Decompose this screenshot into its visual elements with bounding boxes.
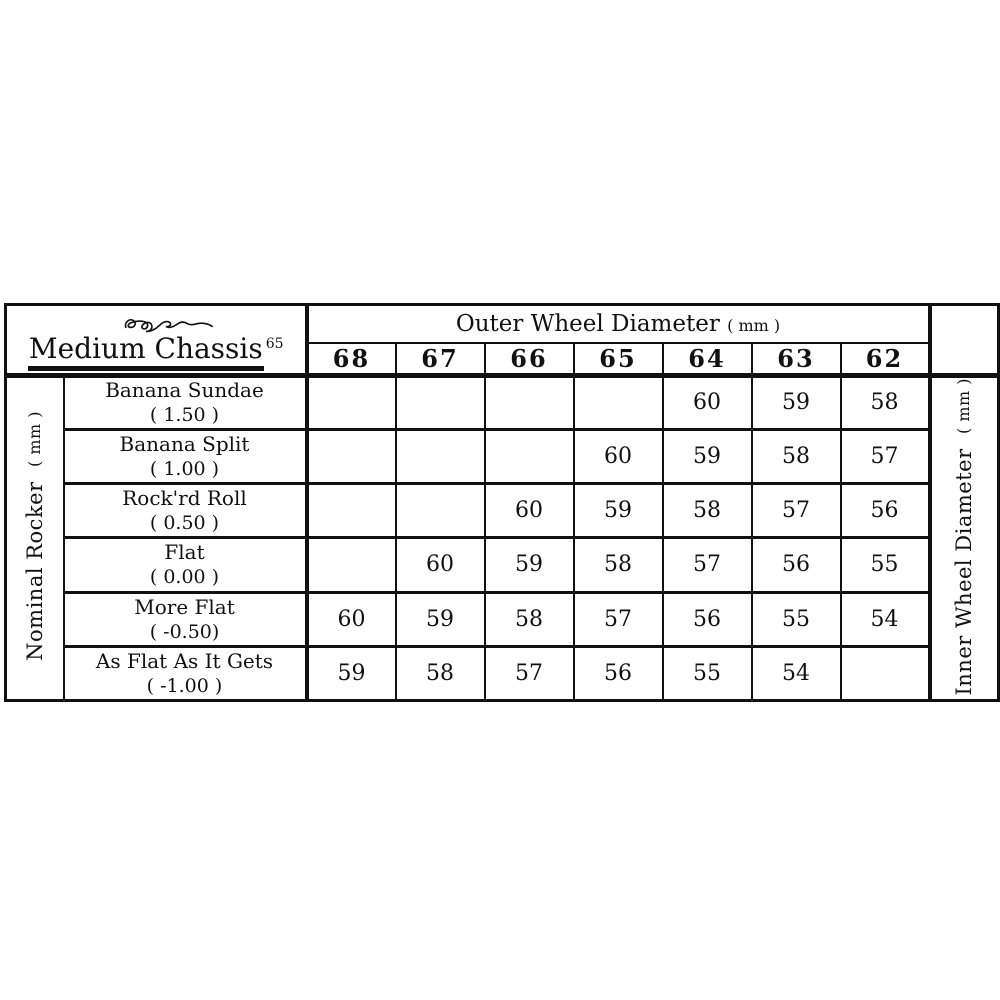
row-rocker-value: ( 1.50 )	[149, 404, 220, 427]
data-cell: 59	[663, 429, 752, 483]
data-cell: 58	[574, 538, 663, 592]
data-cell: 60	[485, 484, 574, 538]
data-cell: 60	[574, 429, 663, 483]
data-cell: 56	[663, 592, 752, 646]
outer-diameter-label: Outer Wheel Diameter	[455, 310, 720, 337]
row-rocker-value: ( 0.50 )	[149, 512, 220, 535]
data-cell: 58	[752, 429, 841, 483]
data-cell	[307, 375, 396, 429]
data-cell: 56	[752, 538, 841, 592]
data-cell: 59	[752, 375, 841, 429]
table-row	[6, 484, 999, 538]
row-name: Banana Sundae	[105, 378, 264, 403]
data-cell: 59	[307, 646, 396, 700]
data-cell	[841, 646, 930, 700]
data-cell: 55	[663, 646, 752, 700]
column-header-66: 66	[485, 343, 574, 376]
brand-title-line	[28, 333, 284, 365]
data-cell: 58	[663, 484, 752, 538]
row-name: As Flat As It Gets	[95, 648, 274, 673]
header-spacer-cell	[930, 305, 999, 376]
data-cell: 57	[663, 538, 752, 592]
data-cell: 59	[574, 484, 663, 538]
column-header-68: 68	[307, 343, 396, 376]
table-row	[6, 592, 999, 646]
data-cell: 55	[841, 538, 930, 592]
row-rocker-value: ( -0.50)	[149, 620, 220, 643]
data-cell	[307, 484, 396, 538]
data-cell: 60	[396, 538, 485, 592]
data-cell: 58	[396, 646, 485, 700]
data-cell: 56	[574, 646, 663, 700]
data-cell: 55	[752, 592, 841, 646]
row-label-flat	[64, 538, 307, 592]
left-axis-cell	[6, 375, 64, 701]
spec-sheet	[4, 303, 1000, 702]
row-label-as-flat-as-it-gets	[64, 646, 307, 700]
table-row	[6, 538, 999, 592]
data-cell: 60	[307, 592, 396, 646]
row-label-more-flat	[64, 592, 307, 646]
right-axis-unit: ( mm )	[954, 377, 974, 434]
row-rocker-value: ( -1.00 )	[146, 674, 223, 697]
data-cell: 58	[485, 592, 574, 646]
brand	[7, 313, 305, 365]
row-name: Banana Split	[119, 431, 250, 456]
data-cell: 57	[485, 646, 574, 700]
data-cell: 57	[574, 592, 663, 646]
column-header-63: 63	[752, 343, 841, 376]
table-row	[6, 646, 999, 700]
column-header-67: 67	[396, 343, 485, 376]
outer-diameter-header	[307, 305, 930, 343]
right-axis-label: Inner Wheel Diameter	[952, 447, 977, 696]
row-name: Rock'rd Roll	[122, 486, 247, 511]
row-label-rockrd-roll	[64, 484, 307, 538]
data-cell	[485, 375, 574, 429]
column-header-62: 62	[841, 343, 930, 376]
left-axis-label: Nominal Rocker	[22, 481, 47, 662]
data-cell: 57	[841, 429, 930, 483]
left-axis-unit: ( mm )	[24, 411, 44, 468]
data-cell	[485, 429, 574, 483]
brand-title: Medium Chassis	[28, 332, 264, 371]
row-rocker-value: ( 1.00 )	[149, 457, 220, 480]
data-cell	[574, 375, 663, 429]
column-header-65: 65	[574, 343, 663, 376]
table-row	[6, 375, 999, 429]
data-cell: 58	[841, 375, 930, 429]
data-cell	[307, 429, 396, 483]
table-row	[6, 429, 999, 483]
row-rocker-value: ( 0.00 )	[149, 566, 220, 589]
right-axis-cell	[930, 375, 999, 701]
data-cell: 54	[752, 646, 841, 700]
data-cell	[396, 429, 485, 483]
left-axis-label-group	[23, 411, 47, 661]
wheel-diameter-table	[4, 303, 1000, 702]
row-name: More Flat	[134, 594, 235, 619]
row-label-banana-split	[64, 429, 307, 483]
data-cell	[396, 484, 485, 538]
data-cell: 56	[841, 484, 930, 538]
brand-cell	[6, 305, 307, 376]
data-cell: 57	[752, 484, 841, 538]
outer-diameter-unit: ( mm )	[727, 315, 781, 335]
row-label-banana-sundae	[64, 375, 307, 429]
data-cell: 60	[663, 375, 752, 429]
brand-title-superscript: 65	[265, 336, 284, 353]
data-cell: 54	[841, 592, 930, 646]
row-name: Flat	[164, 540, 205, 565]
right-axis-label-group	[952, 378, 976, 696]
data-cell: 59	[396, 592, 485, 646]
data-cell	[396, 375, 485, 429]
data-cell	[307, 538, 396, 592]
data-cell: 59	[485, 538, 574, 592]
column-header-64: 64	[663, 343, 752, 376]
